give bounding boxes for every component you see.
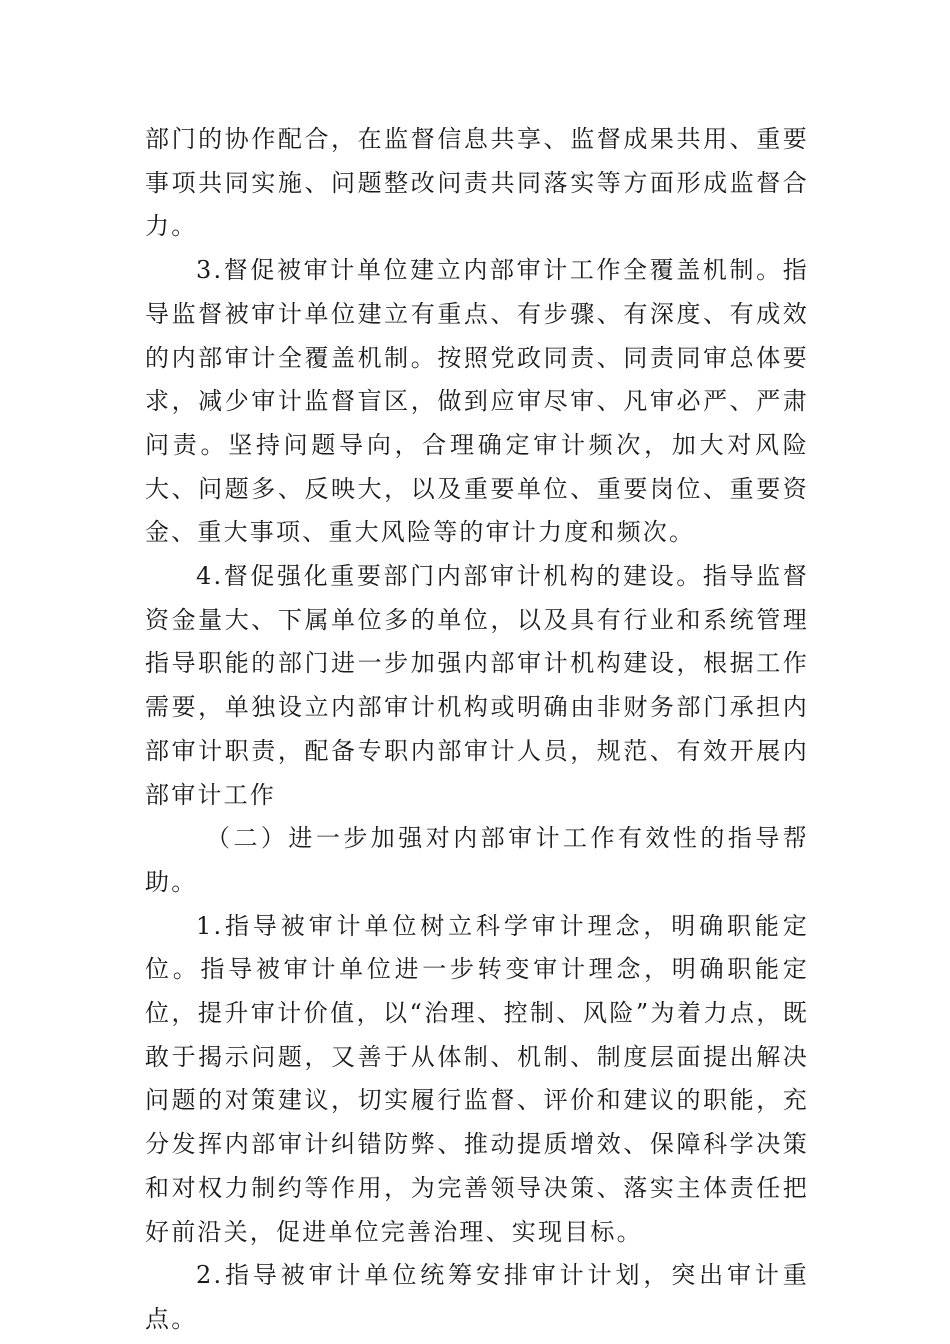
paragraph-continuation: 部门的协作配合，在监督信息共享、监督成果共用、重要事项共同实施、问题整改问责共同落实等方面形成监督合力。 <box>145 125 809 241</box>
paragraph-item-1: 1.指导被审计单位树立科学审计理念，明确职能定位。指导被审计单位进一步转变审计理念，明确职能定位，提升审计价值，以“治理、控制、风险”为着力点，既敢于揭示问题，又善于从体制、机制、制度层面提出解决问题的对策建议，切实履行监督、评价和建议的职能，充分发挥内部审计纠错防弊、推动提质增效、保障科学决策和对权力制约等作用，为完善领导决策、落实主体责任把好前沿关，促进单位完善治理、实现目标。 <box>145 911 809 1246</box>
paragraph-item-3: 3.督促被审计单位建立内部审计工作全覆盖机制。指导监督被审计单位建立有重点、有步骤、有深度、有成效的内部审计全覆盖机制。按照党政同责、同责同审总体要求，减少审计监督盲区，做到应审尽审、凡审必严、严肃问责。坚持问题导向，合理确定审计频次，加大对风险大、问题多、反映大，以及重要单位、重要岗位、重要资金、重大事项、重大风险等的审计力度和频次。 <box>145 256 809 547</box>
paragraph-item-4: 4.督促强化重要部门内部审计机构的建设。指导监督资金量大、下属单位多的单位，以及具有行业和系统管理指导职能的部门进一步加强内部审计机构建设，根据工作需要，单独设立内部审计机构或明确由非财务部门承担内部审计职责，配备专职内部审计人员，规范、有效开展内部审计工作 <box>145 562 809 809</box>
paragraph-item-2: 2.指导被审计单位统筹安排审计计划，突出审计重点。 <box>145 1261 809 1333</box>
document-body <box>145 118 809 1342</box>
section-heading-2: （二）进一步加强对内部审计工作有效性的指导帮助。 <box>145 824 809 896</box>
